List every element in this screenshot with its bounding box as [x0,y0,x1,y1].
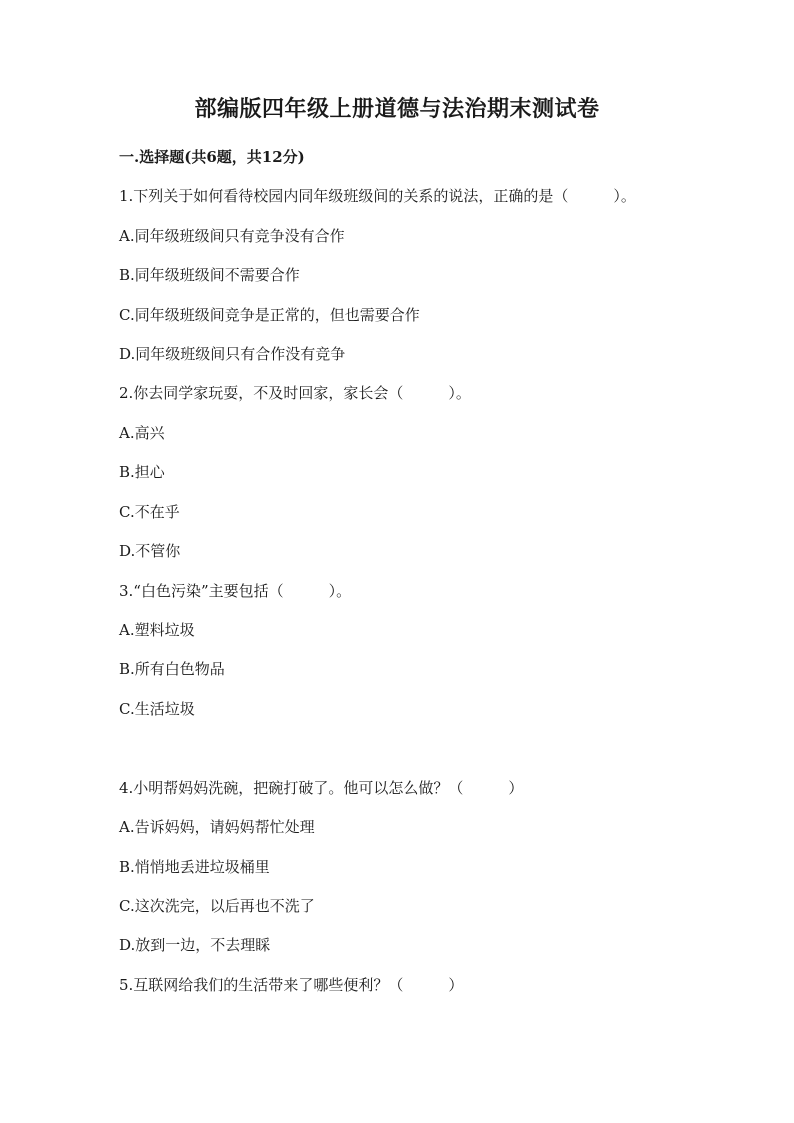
option-c: C.生活垃圾 [119,700,195,718]
page-title: 部编版四年级上册道德与法治期末测试卷 [194,96,600,122]
option-d: D.同年级班级间只有合作没有竞争 [119,345,346,363]
question-stem: 4.小明帮妈妈洗碗，把碗打破了。他可以怎么做？（ ） [119,779,524,797]
option-b: B.悄悄地丢进垃圾桶里 [119,858,270,876]
question-stem: 2.你去同学家玩耍，不及时回家，家长会（ ）。 [119,384,471,402]
option-b: B.担心 [119,463,165,481]
option-d: D.放到一边，不去理睬 [119,936,271,954]
option-c: C.这次洗完，以后再也不洗了 [119,897,315,915]
option-a: A.告诉妈妈，请妈妈帮忙处理 [119,818,315,836]
option-a: A.塑料垃圾 [119,621,195,639]
option-a: A.高兴 [119,424,165,442]
question-stem: 1.下列关于如何看待校园内同年级班级间的关系的说法，正确的是（ ）。 [119,187,636,205]
section-heading: 一.选择题(共6题，共12分) [119,148,305,166]
option-b: B.同年级班级间不需要合作 [119,266,300,284]
option-c: C.不在乎 [119,503,180,521]
option-d: D.不管你 [119,542,181,560]
question-stem: 5.互联网给我们的生活带来了哪些便利？（ ） [119,976,464,994]
option-a: A.同年级班级间只有竞争没有合作 [119,227,345,245]
question-stem: 3.“白色污染”主要包括（ ）。 [119,582,352,600]
option-b: B.所有白色物品 [119,660,225,678]
option-c: C.同年级班级间竞争是正常的，但也需要合作 [119,306,420,324]
